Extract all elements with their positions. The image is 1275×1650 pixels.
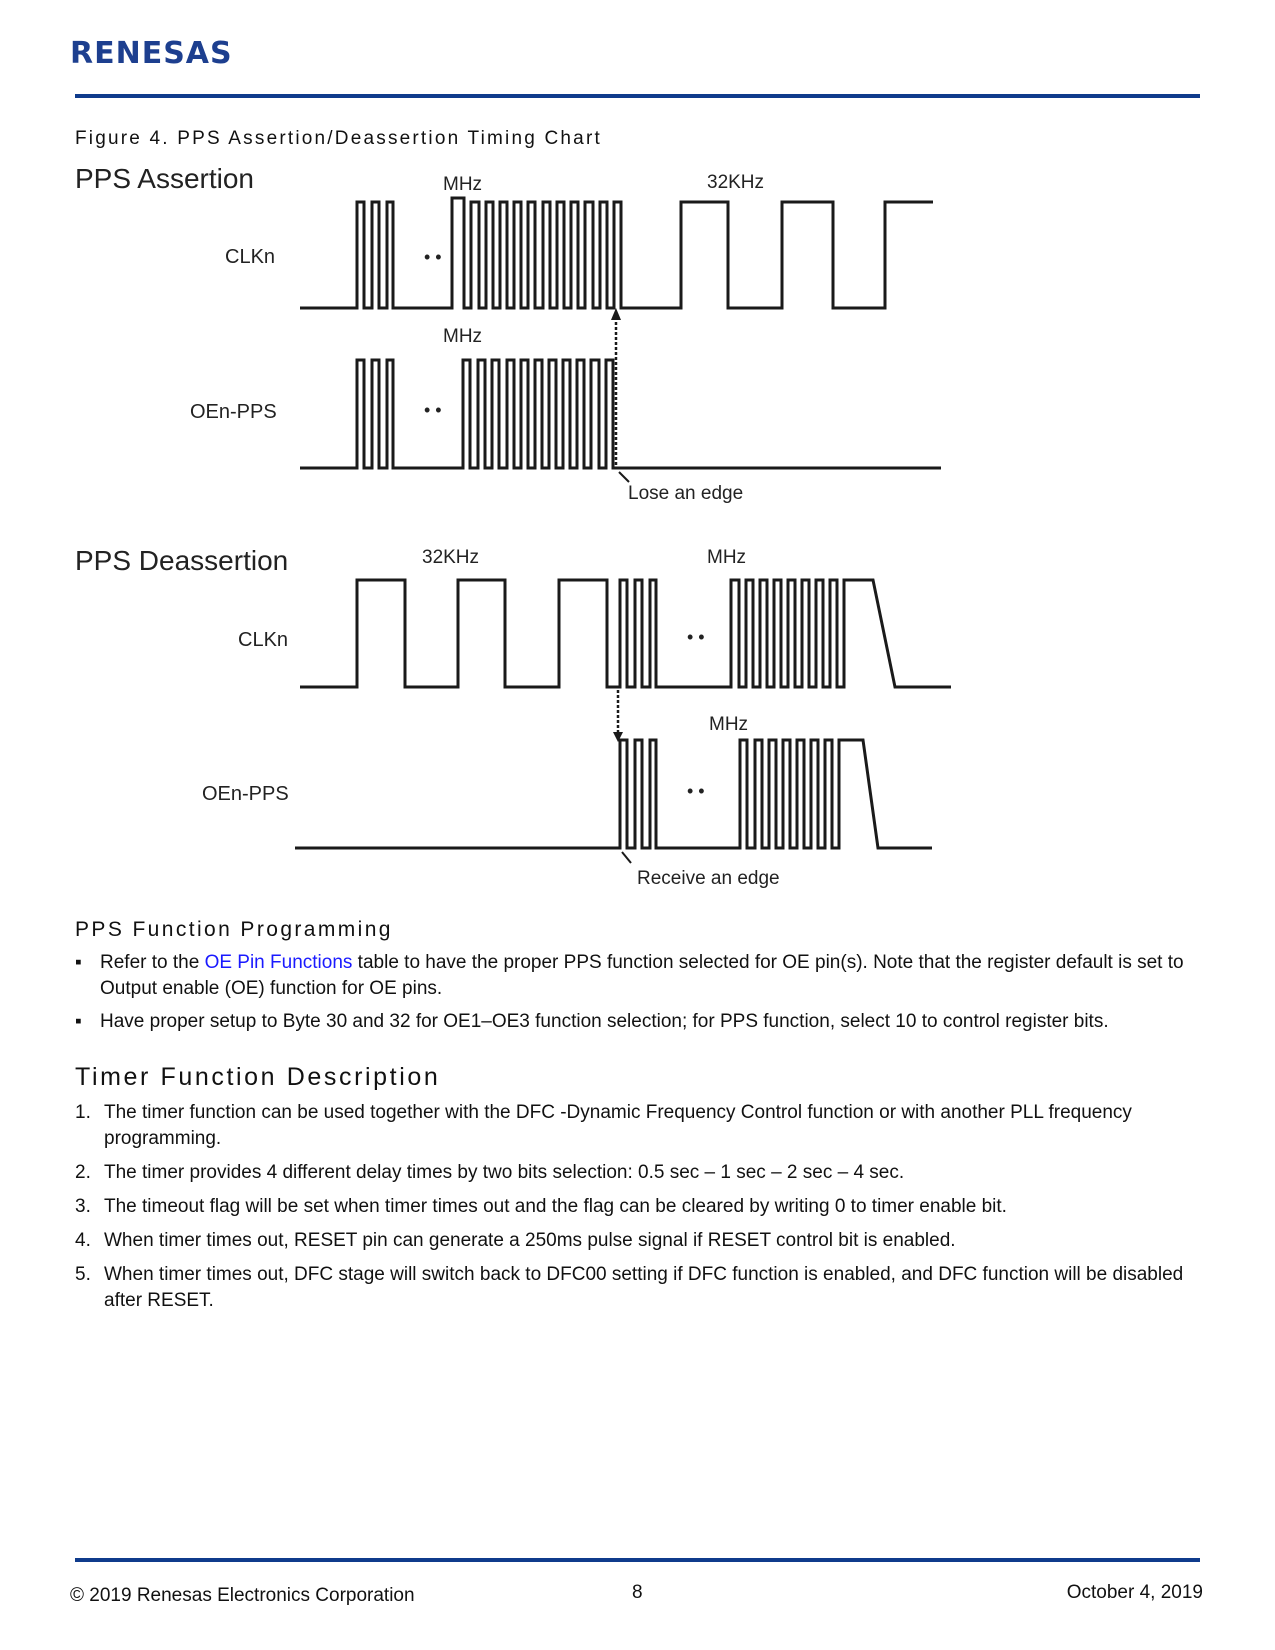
footer-date: October 4, 2019	[1066, 1582, 1203, 1603]
item-number: 5.	[75, 1264, 91, 1285]
assertion-oe-dots: • •	[424, 400, 442, 420]
deassertion-oe-mhz-label: MHz	[709, 714, 749, 735]
deassertion-title: PPS Deassertion	[75, 545, 289, 576]
renesas-logo: RENESAS	[70, 36, 233, 71]
bullet-mark: ▪	[75, 1011, 82, 1032]
list-item	[75, 1228, 1200, 1254]
list-item	[75, 1100, 1200, 1152]
pps-programming-heading: PPS Function Programming	[75, 918, 393, 941]
timing-chart	[75, 160, 1010, 940]
deassertion-oe-waveform	[295, 740, 932, 848]
oe-pin-functions-link[interactable]: OE Pin Functions	[204, 952, 353, 973]
pps-programming-list	[75, 950, 1195, 1042]
assertion-title: PPS Assertion	[75, 163, 254, 194]
list-item	[75, 1194, 1200, 1220]
deassertion-oe-label: OEn-PPS	[202, 783, 289, 805]
assertion-32khz-label: 32KHz	[707, 172, 765, 193]
deassertion-clk-label: CLKn	[238, 629, 289, 651]
item-text: The timer function can be used together with the DFC -Dynamic Frequency Control function or with another PLL frequency programming.	[104, 1102, 1132, 1149]
bullet-mark: ▪	[75, 952, 82, 973]
item-number: 4.	[75, 1230, 91, 1251]
assertion-annotation: Lose an edge	[628, 483, 744, 504]
item-number: 3.	[75, 1196, 91, 1217]
item-text: The timeout flag will be set when timer times out and the flag can be cleared by writing 0 to timer enable bit.	[104, 1196, 1007, 1217]
assertion-oe-waveform	[300, 360, 941, 468]
header-rule	[75, 94, 1200, 98]
list-item	[75, 950, 1195, 1002]
assertion-oe-label: OEn-PPS	[190, 401, 277, 423]
list-item	[75, 1009, 1195, 1035]
deassertion-oe-dots: • •	[687, 781, 705, 801]
list-item	[75, 1160, 1200, 1186]
deassertion-mhz-label: MHz	[707, 547, 747, 568]
list-item	[75, 1262, 1200, 1314]
bullet2-text: Have proper setup to Byte 30 and 32 for OE1–OE3 function selection; for PPS function, select 10 to control register bits.	[100, 1011, 1109, 1032]
assertion-arrowhead	[611, 308, 621, 320]
assertion-mhz-label: MHz	[443, 174, 483, 195]
assertion-clk-waveform	[300, 198, 933, 308]
deassertion-32khz-label: 32KHz	[422, 547, 480, 568]
item-text: When timer times out, DFC stage will switch back to DFC00 setting if DFC function is enabled, and DFC function will be disabled after RESET.	[104, 1264, 1184, 1311]
item-text: The timer provides 4 different delay times by two bits selection: 0.5 sec – 1 sec – 2 sec – 4 sec.	[104, 1162, 905, 1183]
bullet1-post: table to have the proper PPS function selected for OE pin(s). Note that the register default is set to Output enable (OE) function for OE pins.	[100, 952, 1184, 999]
footer-rule	[75, 1558, 1200, 1562]
deassertion-clk-dots: • •	[687, 627, 705, 647]
assertion-annotation-pointer	[619, 472, 629, 482]
item-number: 1.	[75, 1102, 91, 1123]
figure-caption: Figure 4. PPS Assertion/Deassertion Timing Chart	[75, 128, 602, 149]
assertion-oe-mhz-label: MHz	[443, 326, 483, 347]
deassertion-clk-waveform	[300, 580, 951, 687]
item-text: When timer times out, RESET pin can generate a 250ms pulse signal if RESET control bit is enabled.	[104, 1230, 956, 1251]
deassertion-annotation-pointer	[622, 852, 631, 863]
footer-page-number: 8	[632, 1582, 643, 1603]
timer-heading: Timer Function Description	[75, 1063, 441, 1091]
assertion-clk-label: CLKn	[225, 246, 276, 268]
item-number: 2.	[75, 1162, 91, 1183]
deassertion-annotation: Receive an edge	[637, 868, 780, 889]
timer-list	[75, 1100, 1200, 1322]
footer-copyright: © 2019 Renesas Electronics Corporation	[70, 1585, 415, 1606]
assertion-clk-dots: • •	[424, 247, 442, 267]
bullet1-pre: Refer to the	[100, 952, 205, 973]
